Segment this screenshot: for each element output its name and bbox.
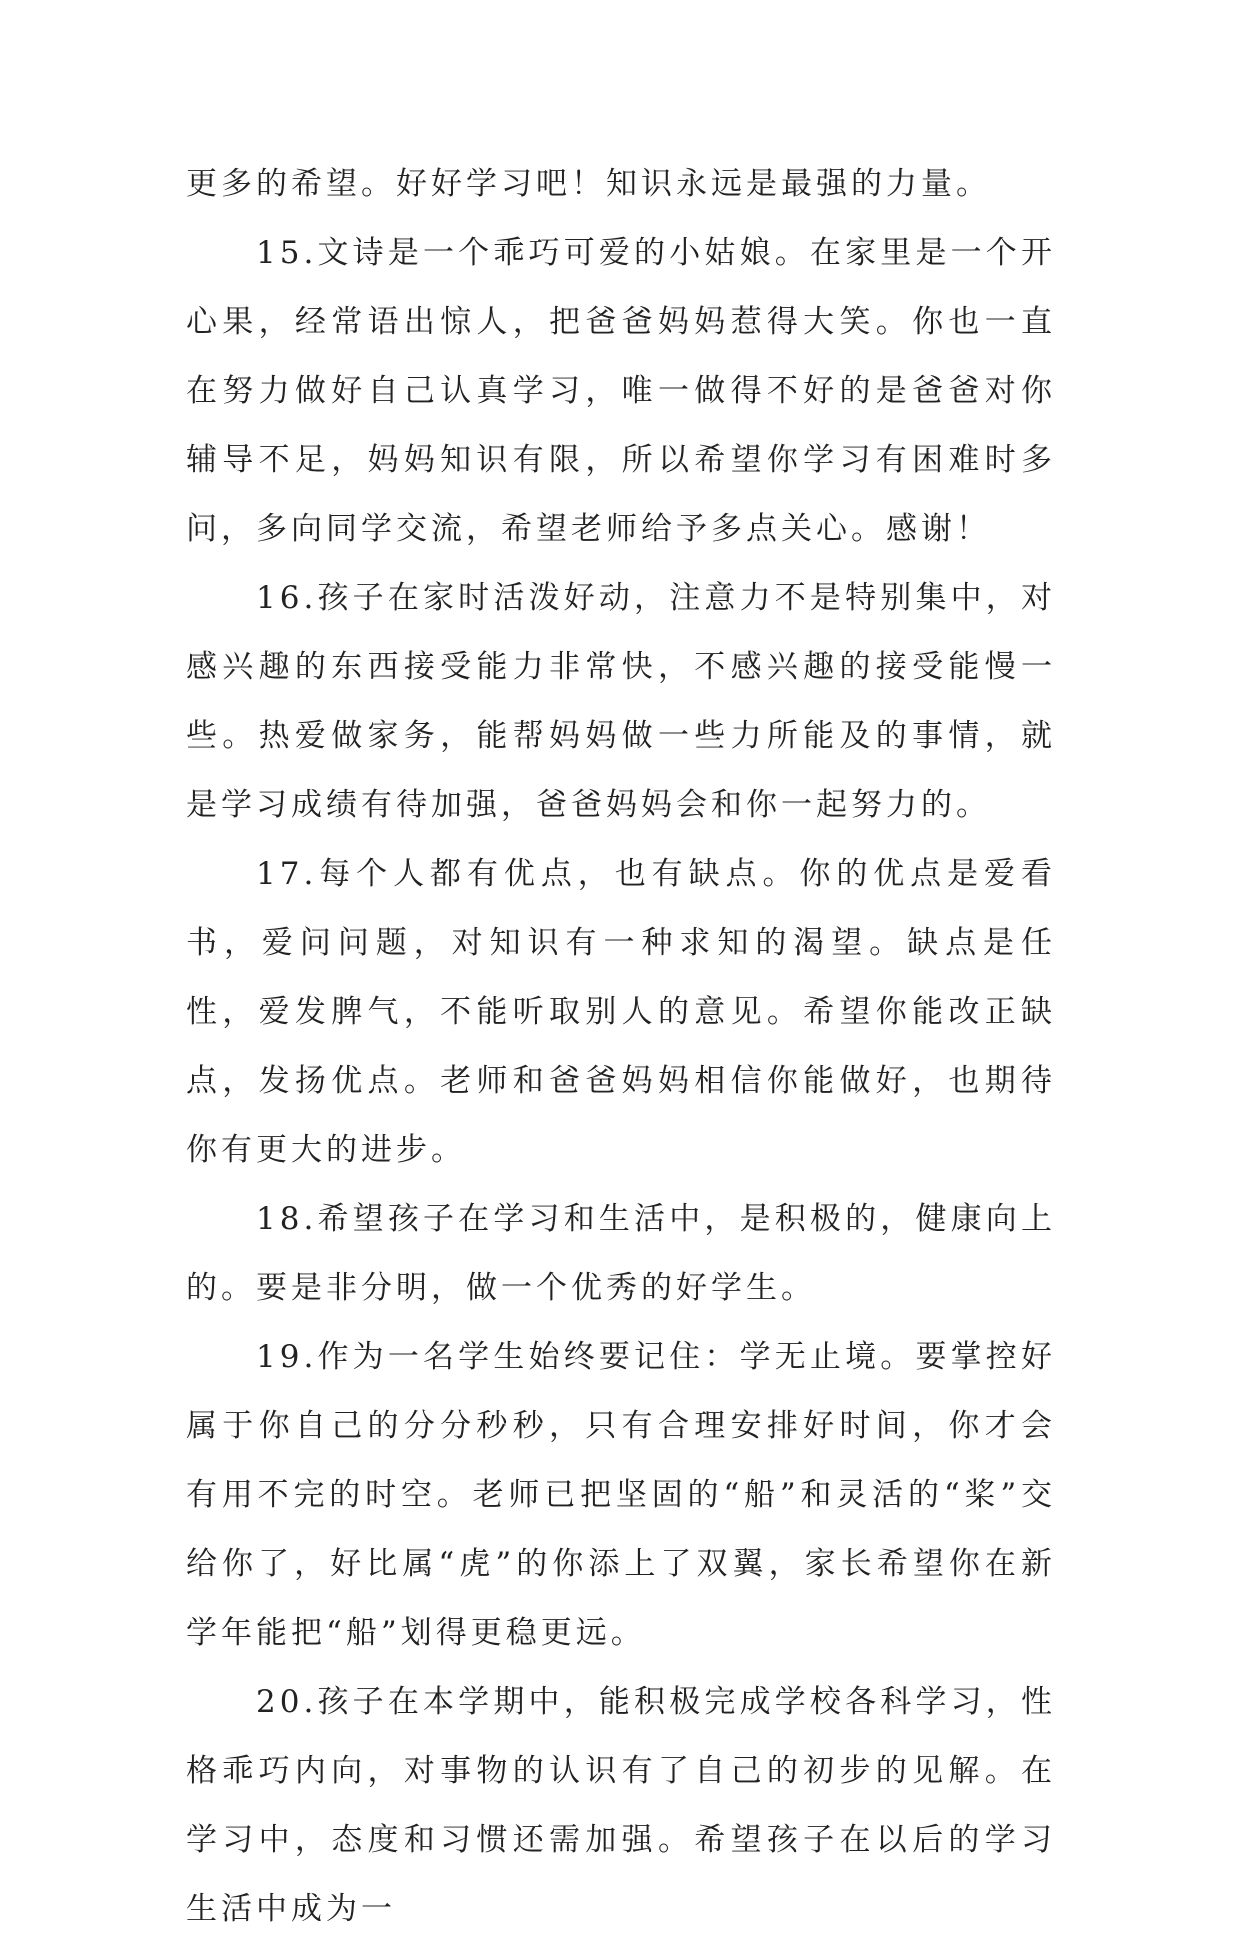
- paragraph-item-19: 19.作为一名学生始终要记住：学无止境。要掌控好属于你自己的分分秒秒，只有合理安排好时间，你才会有用不完的时空。老师已把坚固的“船”和灵活的“桨”交给你了，好比属“虎”的你添上了双翼，家长希望你在新学年能把“船”划得更稳更远。: [186, 1339, 1056, 1651]
- paragraph-item-20: 20.孩子在本学期中，能积极完成学校各科学习，性格乖巧内向，对事物的认识有了自己的初步的见解。在学习中，态度和习惯还需加强。希望孩子在以后的学习生活中成为一: [186, 1684, 1056, 1927]
- paragraph-item-18: 18.希望孩子在学习和生活中，是积极的，健康向上的。要是非分明，做一个优秀的好学生。: [186, 1201, 1056, 1306]
- document-body: [186, 150, 1056, 1944]
- paragraph-continuation: 更多的希望。好好学习吧！知识永远是最强的力量。: [186, 166, 991, 202]
- paragraph-item-15: 15.文诗是一个乖巧可爱的小姑娘。在家里是一个开心果，经常语出惊人，把爸爸妈妈惹得大笑。你也一直在努力做好自己认真学习，唯一做得不好的是爸爸对你辅导不足，妈妈知识有限，所以希望你学习有困难时多问，多向同学交流，希望老师给予多点关心。感谢！: [186, 235, 1056, 547]
- paragraph-item-16: 16.孩子在家时活泼好动，注意力不是特别集中，对感兴趣的东西接受能力非常快，不感兴趣的接受能慢一些。热爱做家务，能帮妈妈做一些力所能及的事情，就是学习成绩有待加强，爸爸妈妈会和你一起努力的。: [186, 580, 1056, 823]
- paragraph-item-17: 17.每个人都有优点，也有缺点。你的优点是爱看书，爱问问题，对知识有一种求知的渴望。缺点是任性，爱发脾气，不能听取别人的意见。希望你能改正缺点，发扬优点。老师和爸爸妈妈相信你能做好，也期待你有更大的进步。: [186, 856, 1056, 1168]
